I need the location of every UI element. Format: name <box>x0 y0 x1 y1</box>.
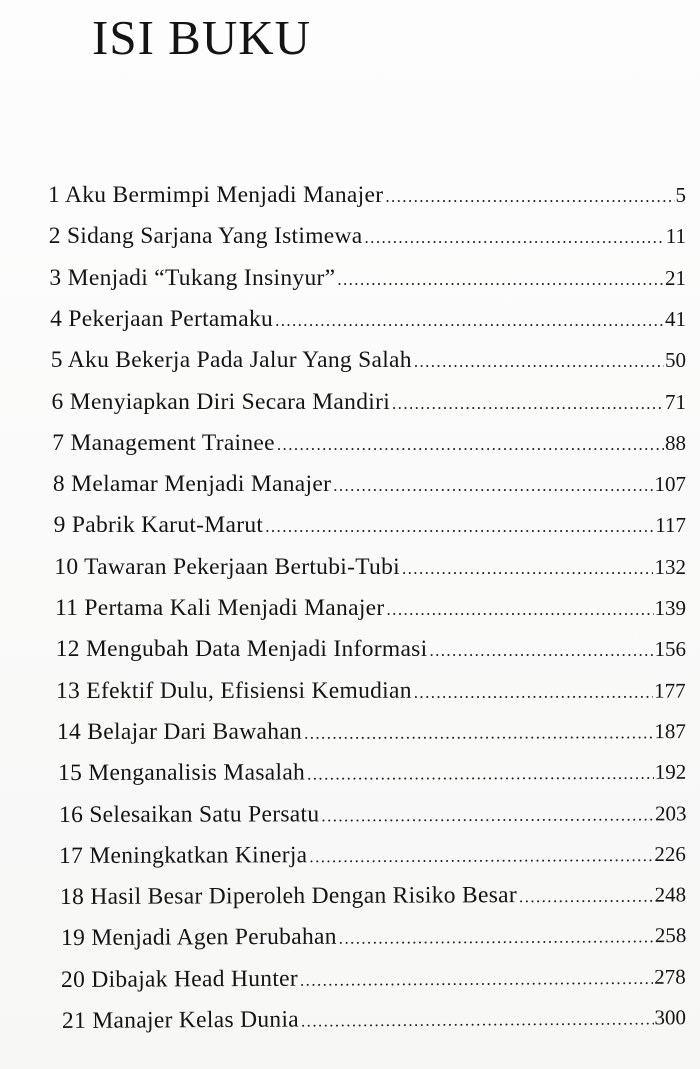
toc-entry-page-number: 139 <box>654 596 686 620</box>
toc-entry-label <box>50 302 273 336</box>
toc-entry-page-number: 203 <box>654 800 687 825</box>
toc-entry-number: 12 <box>55 636 80 663</box>
toc-entry-label <box>61 961 298 996</box>
dot-leader <box>429 634 653 668</box>
toc-entry-number: 4 <box>50 305 63 332</box>
toc-entry-label <box>60 878 517 914</box>
toc-entry-number: 18 <box>59 883 85 911</box>
toc-entry-label <box>55 591 385 625</box>
toc-entry-number: 2 <box>48 223 61 250</box>
toc-entry-number: 11 <box>55 595 79 621</box>
toc-entry-label <box>49 261 335 295</box>
toc-entry-label <box>57 715 302 749</box>
toc-entry-number: 10 <box>54 553 79 580</box>
toc-entry-title: Tawaran Pekerjaan Bertubi-Tubi <box>84 553 400 580</box>
toc-entry-number: 17 <box>59 842 84 869</box>
dot-leader <box>387 593 654 627</box>
toc-entry-title: Aku Bekerja Pada Jalur Yang Salah <box>67 347 412 374</box>
toc-entry-title: Aku Bermimpi Menjadi Manajer <box>64 182 384 208</box>
dot-leader <box>519 880 654 915</box>
dot-leader <box>337 263 664 297</box>
toc-entry-number: 1 <box>48 182 61 208</box>
dot-leader <box>307 757 654 792</box>
toc-entry-number: 16 <box>58 801 83 828</box>
toc-entry-page-number: 278 <box>654 964 687 989</box>
toc-entry-page-number: 50 <box>664 348 686 373</box>
toc-entry-label <box>62 1003 299 1038</box>
toc-entry-9 <box>54 508 686 542</box>
toc-entry-number: 3 <box>49 264 62 291</box>
toc-entry-page-number: 5 <box>675 183 686 207</box>
toc-entry-11 <box>55 591 686 625</box>
toc-entry-3 <box>49 261 686 295</box>
toc-entry-title: Hasil Besar Diperoleh Dengan Risiko Besar <box>90 882 517 910</box>
toc-entry-page-number: 248 <box>654 882 687 907</box>
toc-entry-label <box>53 467 331 501</box>
toc-entry-17 <box>59 837 686 873</box>
toc-entry-number: 6 <box>51 388 64 415</box>
dot-leader <box>275 304 664 338</box>
dot-leader <box>277 428 664 462</box>
toc-entry-8 <box>53 467 686 501</box>
toc-entry-page-number: 192 <box>654 759 687 784</box>
toc-entry-title: Mengubah Data Menjadi Informasi <box>85 636 428 663</box>
toc-entry-label <box>59 838 308 873</box>
toc-entry-label <box>56 632 428 666</box>
dot-leader <box>402 552 653 586</box>
toc-entry-page-number: 88 <box>664 430 686 455</box>
toc-entry-label <box>54 508 264 542</box>
toc-entry-title: Selesaikan Satu Persatu <box>88 800 319 828</box>
toc-entry-number: 15 <box>57 760 82 787</box>
toc-entry-20 <box>61 959 686 996</box>
toc-entry-label <box>61 920 337 955</box>
dot-leader <box>333 469 653 503</box>
toc-entry-18 <box>60 878 686 915</box>
toc-entry-title: Pekerjaan Pertamaku <box>68 305 274 332</box>
dot-leader <box>310 839 654 874</box>
toc-entry-page-number: 132 <box>654 554 686 579</box>
toc-entry-label <box>51 343 412 377</box>
toc-entry-6 <box>52 385 687 419</box>
toc-entry-10 <box>54 550 686 584</box>
dot-leader <box>365 221 665 255</box>
toc-entry-page-number: 300 <box>654 1005 687 1030</box>
toc-entry-13 <box>56 673 686 707</box>
toc-entry-title: Sidang Sarjana Yang Istimewa <box>66 223 363 250</box>
toc-entry-21 <box>62 1000 686 1038</box>
dot-leader <box>414 675 653 709</box>
toc-entry-title: Melamar Menjadi Manajer <box>71 471 332 498</box>
toc-entry-page-number: 21 <box>664 265 686 290</box>
toc-entry-label <box>52 426 275 460</box>
dot-leader <box>300 961 653 997</box>
toc-entry-number: 8 <box>52 471 65 498</box>
toc-entry-title: Management Trainee <box>70 429 275 456</box>
toc-entry-7 <box>52 426 686 460</box>
toc-entry-page-number: 41 <box>664 306 686 331</box>
toc-entry-5 <box>51 343 686 377</box>
dot-leader <box>392 387 664 421</box>
toc-entry-title: Menyiapkan Diri Secara Mandiri <box>69 388 391 415</box>
toc-entry-title: Menjadi Agen Perubahan <box>90 924 337 952</box>
dot-leader <box>385 180 674 214</box>
toc-entry-number: 20 <box>61 966 86 993</box>
toc-entry-1 <box>48 178 686 212</box>
toc-entry-label <box>56 673 412 707</box>
toc-entry-number: 13 <box>56 677 81 704</box>
toc-entry-label <box>52 385 391 419</box>
toc-entry-title: Pabrik Karut-Marut <box>71 512 264 539</box>
toc-entry-page-number: 187 <box>654 719 687 744</box>
toc-entry-19 <box>61 918 687 955</box>
dot-leader <box>301 1002 654 1038</box>
toc-entry-number: 14 <box>57 718 82 745</box>
toc-entry-2 <box>49 219 686 253</box>
toc-entry-16 <box>58 796 686 832</box>
toc-entry-title: Menjadi “Tukang Insinyur” <box>67 264 336 291</box>
toc-entry-page-number: 117 <box>655 513 686 538</box>
toc-entry-page-number: 11 <box>665 224 686 249</box>
toc-entry-page-number: 258 <box>654 923 687 948</box>
dot-leader <box>304 716 653 750</box>
toc-entry-title: Manajer Kelas Dunia <box>92 1006 300 1034</box>
toc-entry-page-number: 156 <box>654 637 686 662</box>
toc-entry-number: 19 <box>60 925 85 952</box>
toc-entry-page-number: 177 <box>654 678 686 703</box>
toc-entry-label <box>54 550 400 584</box>
toc-entry-number: 7 <box>52 429 65 456</box>
toc-entry-14 <box>57 714 686 749</box>
toc-entry-number: 5 <box>50 347 63 374</box>
toc-entry-12 <box>56 632 686 666</box>
dot-leader <box>265 510 654 544</box>
dot-leader <box>321 798 654 833</box>
toc-entry-label <box>48 178 383 212</box>
toc-entry-page-number: 71 <box>665 389 686 414</box>
toc-entry-page-number: 226 <box>654 841 687 866</box>
toc-entry-title: Belajar Dari Bawahan <box>87 718 303 745</box>
toc-entry-number: 9 <box>53 512 66 539</box>
dot-leader <box>414 345 664 379</box>
dot-leader <box>338 921 653 956</box>
toc-entry-label <box>49 219 363 253</box>
toc-entry-15 <box>58 755 686 790</box>
toc-entry-title: Efektif Dulu, Efisiensi Kemudian <box>86 677 413 704</box>
page-title: ISI BUKU <box>92 10 311 65</box>
toc-entry-title: Pertama Kali Menjadi Manajer <box>84 595 385 621</box>
toc-entry-title: Dibajak Head Hunter <box>91 965 299 993</box>
toc-entry-4 <box>50 302 686 336</box>
toc-entry-label <box>58 797 318 832</box>
toc-entry-page-number: 107 <box>654 472 686 497</box>
toc-entry-title: Meningkatkan Kinerja <box>89 841 308 869</box>
toc-entry-title: Menganalisis Masalah <box>88 759 305 787</box>
toc-entry-label <box>58 756 305 791</box>
toc-entry-number: 21 <box>61 1007 87 1034</box>
